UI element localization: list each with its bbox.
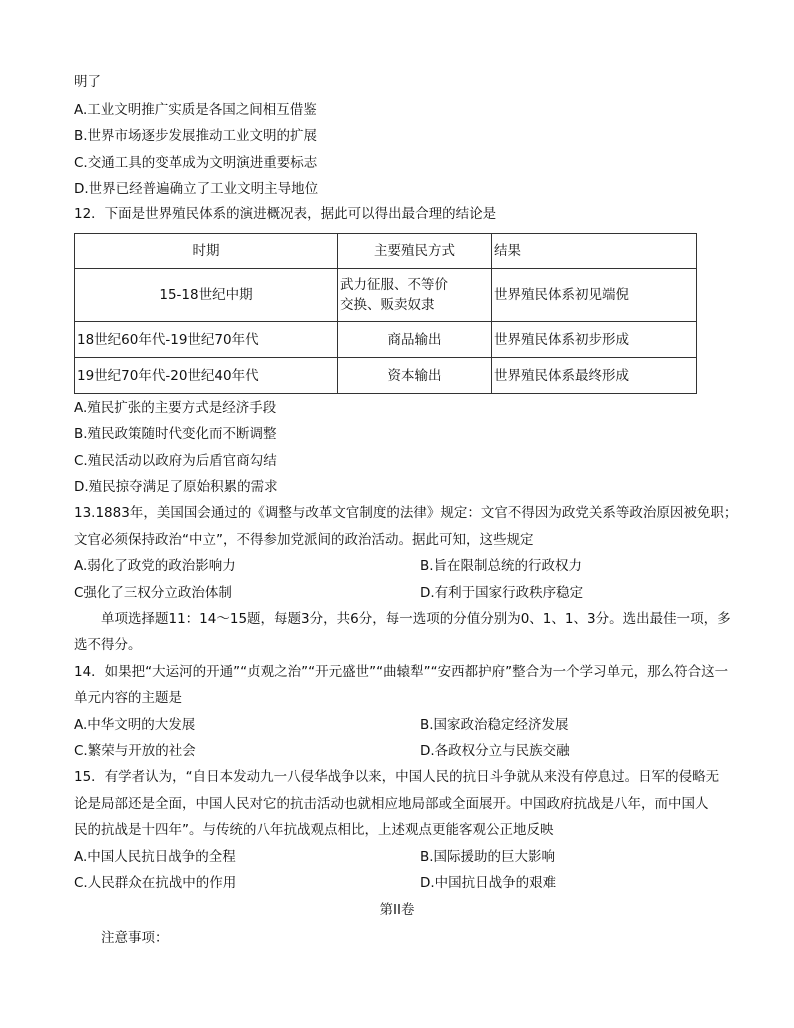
table-cell-method-line: 交换、贩卖奴隶 [340,297,435,313]
part2-title: 第II卷 [379,902,415,918]
table-row [75,322,697,358]
q14-option-c: C.繁荣与开放的社会 [74,743,196,759]
q12-option-c: C.殖民活动以政府为后盾官商勾结 [74,453,277,469]
section-note-line2: 选不得分。 [74,637,142,653]
table-header-row [75,234,697,269]
table-row [75,358,697,394]
q14-stem-line1: 14．如果把“大运河的开通”“贞观之治”“开元盛世”“曲辕犁”“安西都护府”整合为一个学习单元，那么符合这一 [74,664,729,680]
table-cell-method [338,269,492,322]
q13-stem-line1: 13.1883年，美国国会通过的《调整与改革文官制度的法律》规定：文官不得因为政党关系等政治原因被免职； [74,505,738,521]
colonial-system-table [74,233,697,394]
part2-notice: 注意事项： [101,930,169,946]
table-cell-result: 世界殖民体系初见端倪 [492,269,697,322]
q13-option-b: B.旨在限制总统的行政权力 [420,558,583,574]
section-note-line1: 单项选择题11：14～15题，每题3分，共6分，每一选项的分值分别为0、1、1、3分。选出最佳一项，多 [101,611,731,627]
q11-option-d: D.世界已经普遍确立了工业文明主导地位 [74,181,319,197]
table-header-period: 时期 [75,234,338,269]
table-cell-result: 世界殖民体系最终形成 [492,358,697,394]
table-row [75,269,697,322]
q15-option-c: C.人民群众在抗战中的作用 [74,875,237,891]
q14-option-a: A.中华文明的大发展 [74,717,196,733]
q15-option-b: B.国际援助的巨大影响 [420,849,556,865]
table-cell-method: 商品输出 [338,322,492,358]
table-cell-period: 15-18世纪中期 [75,269,338,322]
q12-option-d: D.殖民掠夺满足了原始积累的需求 [74,479,278,495]
table-cell-period: 18世纪60年代-19世纪70年代 [75,322,338,358]
q15-option-a: A.中国人民抗日战争的全程 [74,849,236,865]
q12-stem: 12．下面是世界殖民体系的演进概况表，据此可以得出最合理的结论是 [74,206,497,222]
q12-option-a: A.殖民扩张的主要方式是经济手段 [74,400,277,416]
q11-option-b: B.世界市场逐步发展推动工业文明的扩展 [74,128,318,144]
table-header-method: 主要殖民方式 [338,234,492,269]
q15-stem-line1: 15．有学者认为，“自日本发动九一八侵华战争以来，中国人民的抗日斗争就从来没有停息过。日军的侵略无 [74,769,720,785]
q11-option-a: A.工业文明推广实质是各国之间相互借鉴 [74,102,317,118]
q15-stem-line3: 民的抗战是十四年”。与传统的八年抗战观点相比，上述观点更能客观公正地反映 [74,822,554,838]
q15-option-d: D.中国抗日战争的艰难 [420,875,557,891]
q13-option-a: A.弱化了政党的政治影响力 [74,558,236,574]
q14-stem-line2: 单元内容的主题是 [74,690,182,706]
q13-stem-line2: 文官必须保持政治“中立”，不得参加党派间的政治活动。据此可知，这些规定 [74,532,534,548]
q11-option-c: C.交通工具的变革成为文明演进重要标志 [74,155,318,171]
table-cell-period: 19世纪70年代-20世纪40年代 [75,358,338,394]
table-cell-method: 资本输出 [338,358,492,394]
table-cell-method-line: 武力征服、不等价 [340,277,448,293]
table-header-result: 结果 [492,234,697,269]
q13-option-c: C强化了三权分立政治体制 [74,585,232,601]
q14-option-b: B.国家政治稳定经济发展 [420,717,569,733]
q15-stem-line2: 论是局部还是全面，中国人民对它的抗击活动也就相应地局部或全面展开。中国政府抗战是八年，而中国人 [74,796,709,812]
q13-option-d: D.有利于国家行政秩序稳定 [420,585,584,601]
table-cell-result: 世界殖民体系初步形成 [492,322,697,358]
q14-option-d: D.各政权分立与民族交融 [420,743,570,759]
q11-stem-continuation: 明了 [74,74,101,90]
q12-option-b: B.殖民政策随时代变化而不断调整 [74,426,277,442]
